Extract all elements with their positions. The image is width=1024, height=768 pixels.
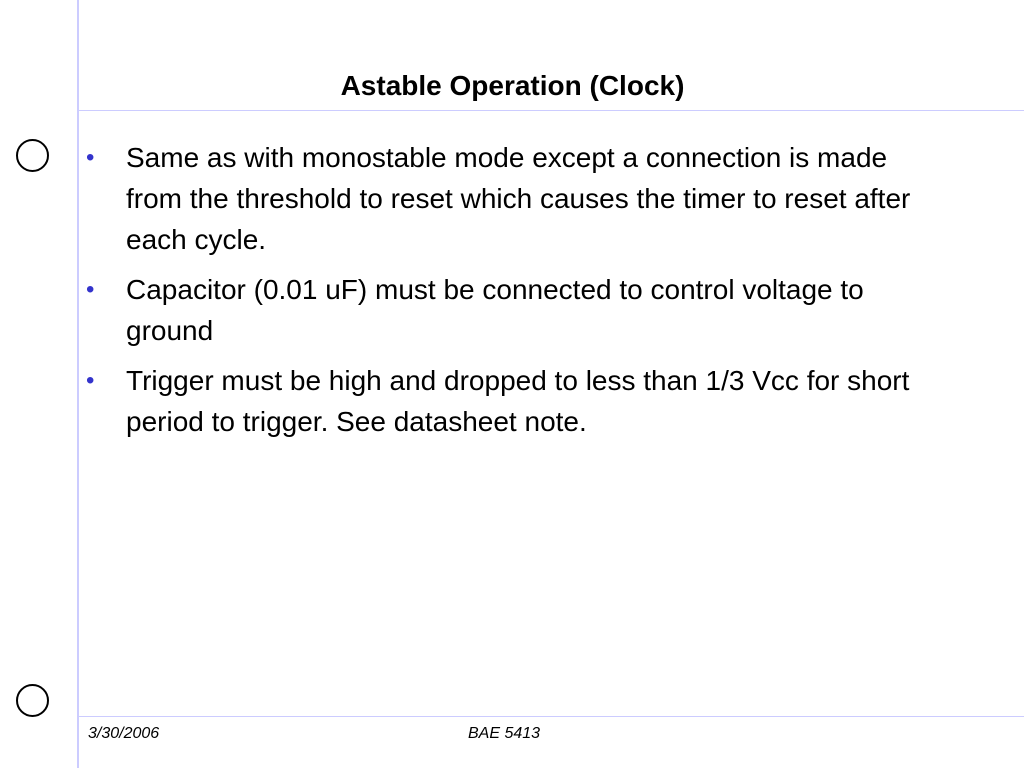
footer-divider: [79, 716, 1024, 717]
title-divider: [79, 110, 1024, 111]
bullet-item: [86, 360, 946, 442]
bullet-icon: •: [86, 276, 95, 303]
bullet-icon: •: [86, 144, 95, 171]
bullet-text: Same as with monostable mode except a connection is made from the threshold to reset which causes the timer to reset after each cycle.: [126, 142, 911, 255]
footer-course-label: BAE 5413: [468, 725, 541, 742]
slide-title: Astable Operation (Clock): [340, 70, 685, 101]
bullet-list: [86, 137, 946, 451]
binder-hole-circle-icon: [16, 684, 49, 717]
bullet-icon: •: [86, 367, 95, 394]
bullet-text: Trigger must be high and dropped to less than 1/3 Vcc for short period to trigger. See datasheet note.: [126, 365, 910, 437]
bullet-text: Capacitor (0.01 uF) must be connected to control voltage to ground: [126, 274, 864, 346]
margin-line: [77, 0, 79, 768]
footer-date: 3/30/2006: [88, 725, 160, 742]
bullet-item: [86, 269, 946, 351]
bullet-item: [86, 137, 946, 260]
binder-hole-circle-icon: [16, 139, 49, 172]
